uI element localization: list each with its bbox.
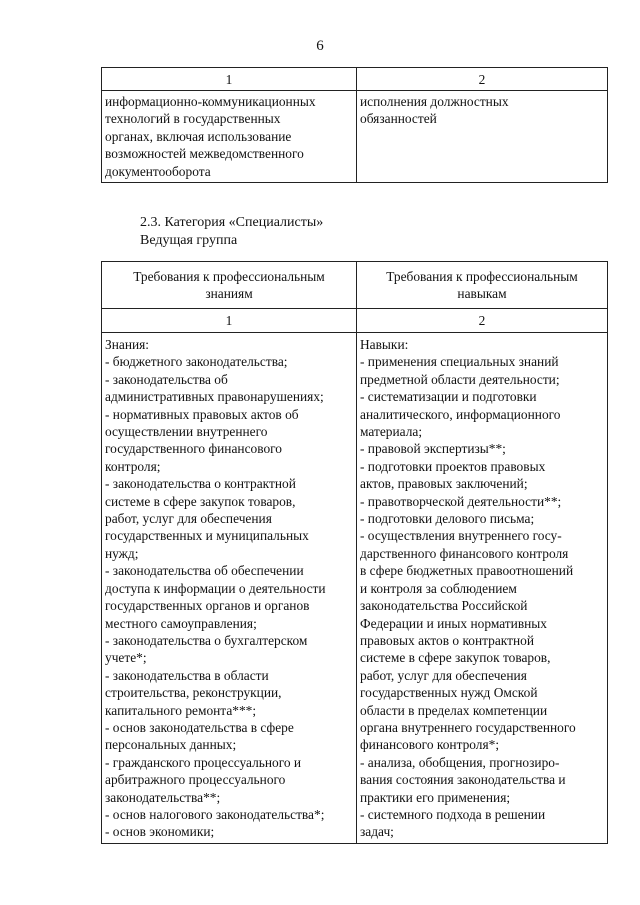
skills-line: - правовой экспертизы**;: [360, 441, 506, 457]
knowledge-line: строительства, реконструкции,: [105, 685, 282, 701]
skills-line: финансового контроля*;: [360, 737, 500, 753]
table1-col1-line: возможностей межведомственного: [105, 146, 304, 162]
knowledge-line: государственных органов и органов: [105, 598, 310, 614]
skills-line: - систематизации и подготовки: [360, 389, 537, 405]
knowledge-line: работ, услуг для обеспечения: [105, 511, 272, 527]
knowledge-line: - основ законодательства в сфере: [105, 719, 294, 735]
section-group: Ведущая группа: [140, 233, 238, 248]
knowledge-header: Требования к профессиональным знаниям: [102, 262, 357, 309]
skills-line: - осуществления внутреннего госу-: [360, 528, 562, 544]
knowledge-line: - бюджетного законодательства;: [105, 354, 288, 370]
knowledge-line: - нормативных правовых актов об: [105, 406, 299, 422]
skills-list-cell: [357, 333, 608, 844]
skills-line: актов, правовых заключений;: [360, 476, 528, 492]
knowledge-line: системе в сфере закупок товаров,: [105, 493, 296, 509]
knowledge-line: осуществлении внутреннего: [105, 424, 268, 440]
knowledge-line: - законодательства о бухгалтерском: [105, 632, 308, 648]
skills-line: - правотворческой деятельности**;: [360, 493, 562, 509]
section-heading: [140, 214, 323, 250]
table1-col2-cell: [357, 91, 608, 183]
knowledge-line: - законодательства о контрактной: [105, 476, 296, 492]
skills-line: вания состояния законодательства и: [360, 772, 566, 788]
knowledge-line: - основ налогового законодательства*;: [105, 806, 325, 822]
knowledge-line: - законодательства об обеспечении: [105, 563, 304, 579]
knowledge-line: законодательства**;: [105, 789, 221, 805]
table1-col1-line: органах, включая использование: [105, 128, 292, 144]
skills-line: законодательства Российской: [360, 598, 528, 614]
knowledge-line: учете*;: [105, 650, 147, 666]
skills-line: правовых актов о контрактной: [360, 632, 534, 648]
table1-col1-header: 1: [102, 68, 357, 91]
skills-line: предметной области деятельности;: [360, 371, 560, 387]
table1-col1-line: информационно-коммуникационных: [105, 94, 316, 109]
knowledge-line: Знания:: [105, 337, 150, 352]
knowledge-line: - законодательства в области: [105, 667, 269, 683]
knowledge-line: - основ экономики;: [105, 824, 215, 840]
skills-line: работ, услуг для обеспечения: [360, 667, 527, 683]
knowledge-line: государственного финансового: [105, 441, 283, 457]
table1-col2-line: исполнения должностных: [360, 94, 509, 109]
skills-line: - подготовки делового письма;: [360, 511, 535, 527]
skills-line: в сфере бюджетных правоотношений: [360, 563, 574, 579]
skills-line: органа внутреннего государственного: [360, 719, 576, 735]
knowledge-line: доступа к информации о деятельности: [105, 580, 326, 596]
skills-line: - анализа, обобщения, прогнозиро-: [360, 754, 560, 770]
knowledge-line: арбитражного процессуального: [105, 772, 286, 788]
skills-line: и контроля за соблюдением: [360, 580, 517, 596]
table1-col1-line: технологий в государственных: [105, 111, 281, 127]
table1-col2-line: обязанностей: [360, 111, 437, 127]
table1-col1-cell: [102, 91, 357, 183]
skills-line: системе в сфере закупок товаров,: [360, 650, 551, 666]
skills-line: - системного подхода в решении: [360, 806, 546, 822]
skills-line: - применения специальных знаний: [360, 354, 559, 370]
skills-line: дарственного финансового контроля: [360, 545, 569, 561]
knowledge-line: капитального ремонта***;: [105, 702, 257, 718]
section-title: 2.3. Категория «Специалисты»: [140, 215, 324, 230]
knowledge-line: персональных данных;: [105, 737, 237, 753]
continued-table: [101, 67, 608, 183]
knowledge-line: нужд;: [105, 545, 139, 561]
skills-line: задач;: [360, 824, 394, 840]
skills-line: государственных нужд Омской: [360, 685, 538, 701]
knowledge-line: местного самоуправления;: [105, 615, 257, 631]
skills-header: Требования к профессиональным навыкам: [357, 262, 608, 309]
knowledge-line: контроля;: [105, 458, 161, 474]
knowledge-line: - гражданского процессуального и: [105, 754, 302, 770]
skills-line: области в пределах компетенции: [360, 702, 548, 718]
knowledge-line: административных правонарушениях;: [105, 389, 324, 405]
skills-line: аналитического, информационного: [360, 406, 561, 422]
page-number: 6: [316, 38, 324, 54]
knowledge-line: государственных и муниципальных: [105, 528, 309, 544]
knowledge-col-number: 1: [102, 309, 357, 333]
skills-line: Навыки:: [360, 337, 409, 352]
skills-line: Федерации и иных нормативных: [360, 615, 548, 631]
requirements-table: [101, 261, 608, 844]
table1-col1-line: документооборота: [105, 163, 211, 179]
knowledge-list-cell: [102, 333, 357, 844]
skills-line: - подготовки проектов правовых: [360, 458, 546, 474]
table1-col2-header: 2: [357, 68, 608, 91]
skills-col-number: 2: [357, 309, 608, 333]
knowledge-line: - законодательства об: [105, 371, 228, 387]
skills-line: материала;: [360, 424, 423, 440]
skills-line: практики его применения;: [360, 789, 511, 805]
